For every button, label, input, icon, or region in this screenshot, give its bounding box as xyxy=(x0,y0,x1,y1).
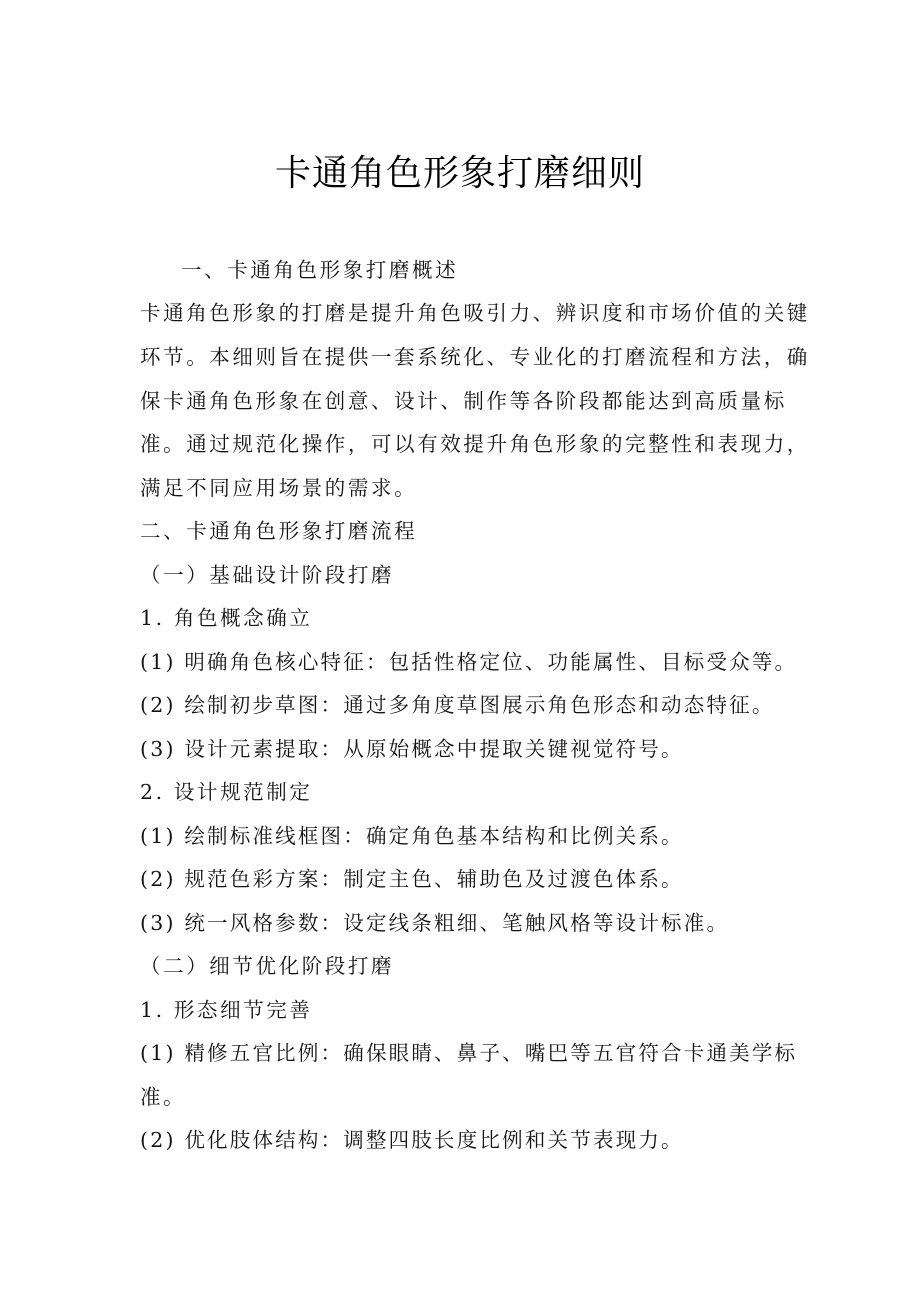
list-item: (3) 统一风格参数：设定线条粗细、笔触风格等设计标准。 xyxy=(140,911,730,935)
list-item: (3) 设计元素提取：从原始概念中提取关键视觉符号。 xyxy=(140,737,684,761)
list-item: (1) 精修五官比例：确保眼睛、鼻子、嘴巴等五官符合卡通美学标 xyxy=(140,1041,798,1065)
item-heading-design-spec: 2. 设计规范制定 xyxy=(140,780,313,804)
paragraph-line: 满足不同应用场景的需求。 xyxy=(140,476,418,500)
document-title: 卡通角色形象打磨细则 xyxy=(274,153,645,194)
paragraph-line: 保卡通角色形象在创意、设计、制作等各阶段都能达到高质量标 xyxy=(140,389,787,413)
list-item: (1) 明确角色核心特征：包括性格定位、功能属性、目标受众等。 xyxy=(140,650,798,674)
paragraph-line: 准。通过规范化操作，可以有效提升角色形象的完整性和表现力， xyxy=(140,432,810,456)
list-item: (2) 规范色彩方案：制定主色、辅助色及过渡色体系。 xyxy=(140,867,684,891)
list-item: (1) 绘制标准线框图：确定角色基本结构和比例关系。 xyxy=(140,824,684,848)
section-heading-process: 二、卡通角色形象打磨流程 xyxy=(140,519,418,543)
item-heading-form-detail: 1. 形态细节完善 xyxy=(140,998,313,1022)
subsection-heading-detail-optimization: （二）细节优化阶段打磨 xyxy=(140,954,395,978)
subsection-heading-basic-design: （一）基础设计阶段打磨 xyxy=(140,563,395,587)
list-item-continued: 准。 xyxy=(140,1085,187,1109)
list-item: (2) 优化肢体结构：调整四肢长度比例和关节表现力。 xyxy=(140,1128,684,1152)
section-heading-overview: 一、卡通角色形象打磨概述 xyxy=(181,258,459,282)
paragraph-line: 环节。本细则旨在提供一套系统化、专业化的打磨流程和方法，确 xyxy=(140,345,810,369)
paragraph-line: 卡通角色形象的打磨是提升角色吸引力、辨识度和市场价值的关键 xyxy=(140,301,810,325)
list-item: (2) 绘制初步草图：通过多角度草图展示角色形态和动态特征。 xyxy=(140,693,775,717)
item-heading-concept: 1. 角色概念确立 xyxy=(140,606,313,630)
